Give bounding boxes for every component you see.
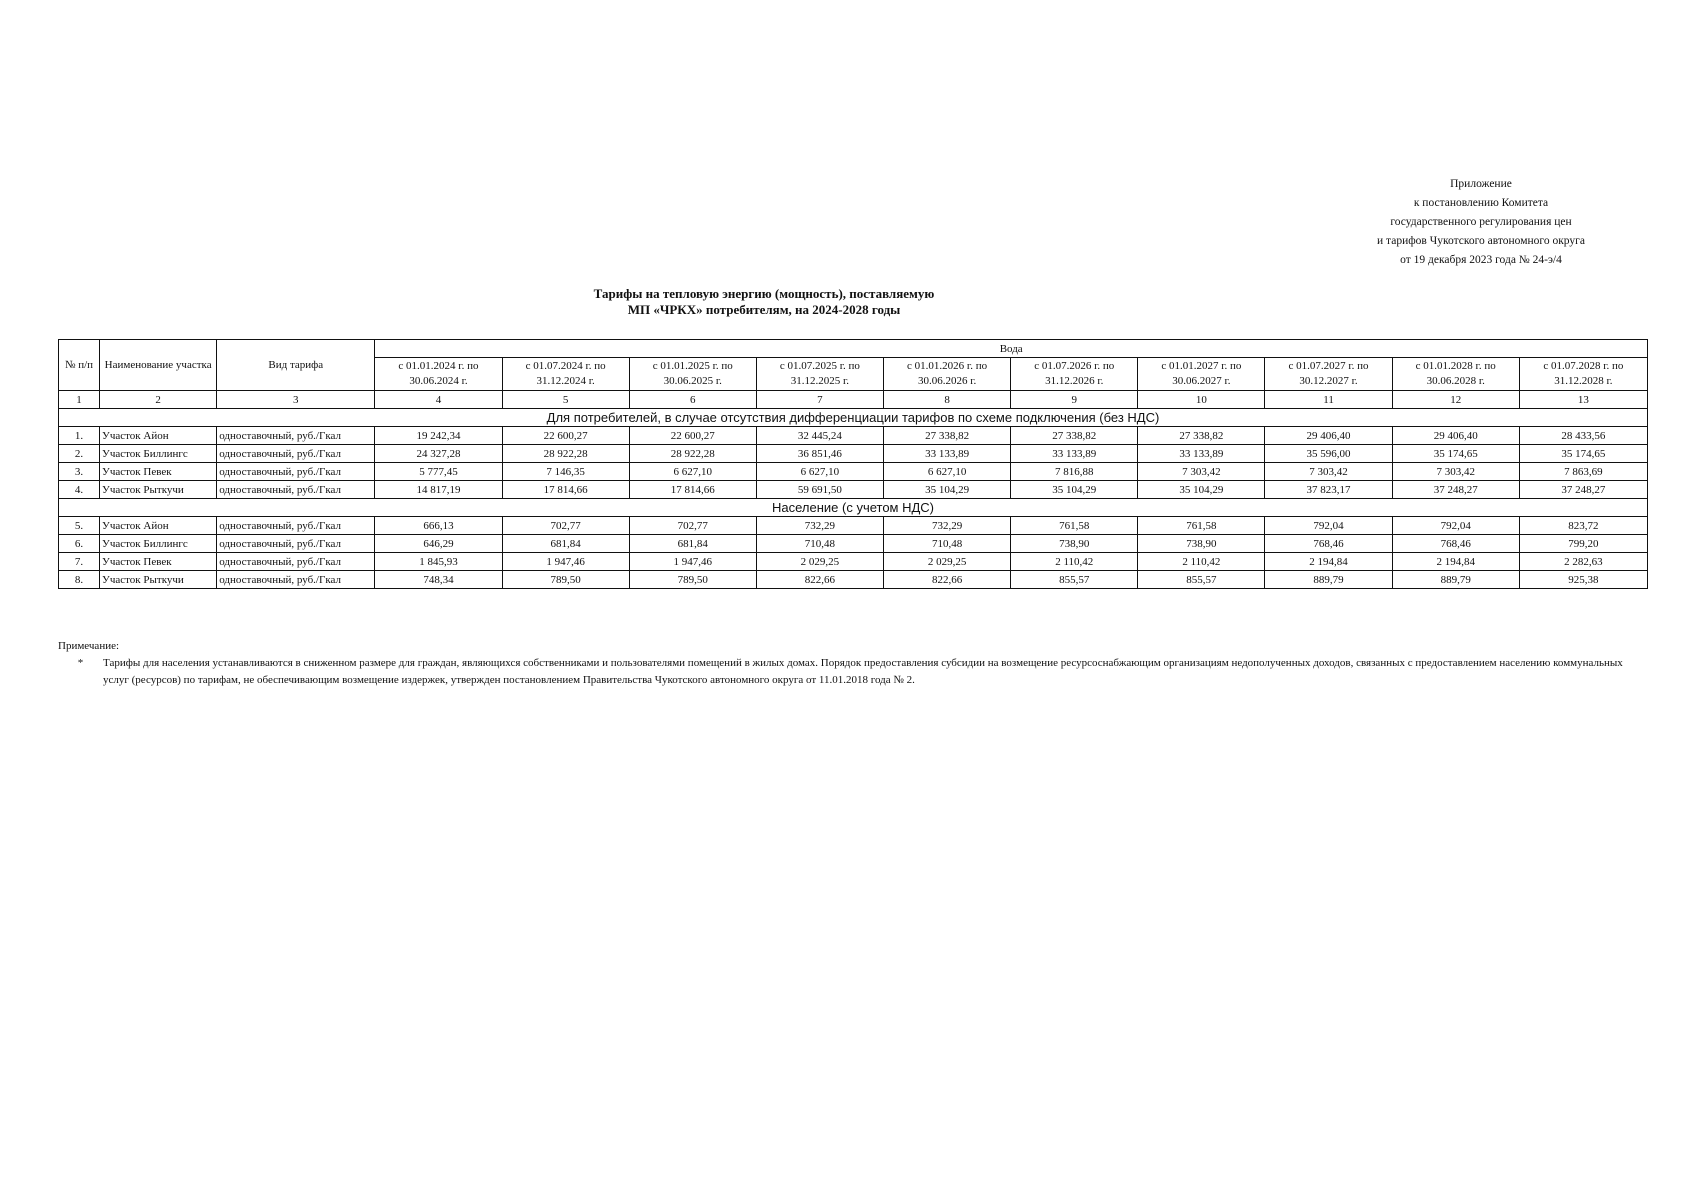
tariff-value: 7 863,69 xyxy=(1519,463,1647,481)
tariff-value: 768,46 xyxy=(1265,535,1392,553)
title-line-2: МП «ЧРКХ» потребителям, на 2024-2028 годы xyxy=(627,302,901,317)
tariff-value: 29 406,40 xyxy=(1265,427,1392,445)
tariff-value: 646,29 xyxy=(375,535,502,553)
header-group-water: Вода xyxy=(375,340,1648,358)
note-line xyxy=(58,655,1648,689)
tariff-value: 24 327,28 xyxy=(375,445,502,463)
tariff-value: 761,58 xyxy=(1011,517,1138,535)
tariff-type: одноставочный, руб./Гкал xyxy=(217,427,375,445)
col-number: 6 xyxy=(629,391,756,409)
col-number: 13 xyxy=(1519,391,1647,409)
tariff-type: одноставочный, руб./Гкал xyxy=(217,553,375,571)
tariff-value: 27 338,82 xyxy=(884,427,1011,445)
header-period: с 01.01.2026 г. по 30.06.2026 г. xyxy=(884,358,1011,391)
document-title xyxy=(0,286,1698,318)
tariff-type: одноставочный, руб./Гкал xyxy=(217,535,375,553)
table-row xyxy=(59,535,1648,553)
tariff-value: 1 845,93 xyxy=(375,553,502,571)
tariff-value: 710,48 xyxy=(756,535,883,553)
tariff-value: 37 248,27 xyxy=(1519,481,1647,499)
col-number: 3 xyxy=(217,391,375,409)
tariff-value: 2 110,42 xyxy=(1011,553,1138,571)
tariff-value: 702,77 xyxy=(502,517,629,535)
row-number: 6. xyxy=(59,535,100,553)
tariff-value: 28 922,28 xyxy=(629,445,756,463)
tariff-value: 19 242,34 xyxy=(375,427,502,445)
tariff-value: 761,58 xyxy=(1138,517,1265,535)
row-number: 7. xyxy=(59,553,100,571)
tariff-value: 2 029,25 xyxy=(884,553,1011,571)
title-line-1: Тарифы на тепловую энергию (мощность), поставляемую xyxy=(593,286,935,301)
tariff-value: 6 627,10 xyxy=(756,463,883,481)
section-title: Для потребителей, в случае отсутствия дифференциации тарифов по схеме подключения (без НДС) xyxy=(59,409,1648,427)
tariff-value: 855,57 xyxy=(1138,571,1265,589)
site-name: Участок Рыткучи xyxy=(100,571,217,589)
site-name: Участок Биллингс xyxy=(100,535,217,553)
tariff-value: 710,48 xyxy=(884,535,1011,553)
tariff-value: 666,13 xyxy=(375,517,502,535)
tariff-value: 1 947,46 xyxy=(629,553,756,571)
notes-block xyxy=(58,638,1648,689)
table-body xyxy=(59,409,1648,589)
tariff-value: 702,77 xyxy=(629,517,756,535)
tariff-value: 32 445,24 xyxy=(756,427,883,445)
section-row xyxy=(59,409,1648,427)
tariff-value: 7 303,42 xyxy=(1392,463,1519,481)
tariff-value: 36 851,46 xyxy=(756,445,883,463)
note-text: Тарифы для населения устанавливаются в сниженном размере для граждан, являющихся собственниками и пользователями помещений в жилых домах. Порядок предоставления субсидии на возмещение ресурсоснабжающим организациям недополученных доходов, связанных с предоставлением населению коммунальных услуг (ресурсов) по тарифам, не обеспечивающим возмещение издержек, утвержден постановлением Правительства Чукотского автономного округа от 11.01.2018 года № 2. xyxy=(103,657,1623,686)
tariff-value: 2 194,84 xyxy=(1392,553,1519,571)
site-name: Участок Певек xyxy=(100,553,217,571)
table-row xyxy=(59,571,1648,589)
tariff-value: 7 146,35 xyxy=(502,463,629,481)
note-label: Примечание: xyxy=(58,640,120,652)
tariff-value: 732,29 xyxy=(756,517,883,535)
tariff-value: 37 823,17 xyxy=(1265,481,1392,499)
col-number: 8 xyxy=(884,391,1011,409)
tariff-table xyxy=(58,339,1648,589)
col-number: 11 xyxy=(1265,391,1392,409)
tariff-value: 792,04 xyxy=(1265,517,1392,535)
tariff-value: 59 691,50 xyxy=(756,481,883,499)
col-number: 4 xyxy=(375,391,502,409)
table-row xyxy=(59,463,1648,481)
tariff-value: 738,90 xyxy=(1011,535,1138,553)
table-row xyxy=(59,517,1648,535)
tariff-value: 37 248,27 xyxy=(1392,481,1519,499)
tariff-value: 22 600,27 xyxy=(502,427,629,445)
tariff-value: 28 433,56 xyxy=(1519,427,1647,445)
tariff-value: 2 282,63 xyxy=(1519,553,1647,571)
header-type: Вид тарифа xyxy=(217,340,375,391)
tariff-value: 732,29 xyxy=(884,517,1011,535)
appendix-line: государственного регулирования цен xyxy=(1390,216,1572,228)
header-period: с 01.01.2025 г. по 30.06.2025 г. xyxy=(629,358,756,391)
tariff-value: 925,38 xyxy=(1519,571,1647,589)
header-num: № п/п xyxy=(59,340,100,391)
tariff-type: одноставочный, руб./Гкал xyxy=(217,463,375,481)
table-row xyxy=(59,445,1648,463)
col-number: 12 xyxy=(1392,391,1519,409)
table-row xyxy=(59,481,1648,499)
col-number: 10 xyxy=(1138,391,1265,409)
tariff-value: 35 104,29 xyxy=(884,481,1011,499)
tariff-value: 889,79 xyxy=(1265,571,1392,589)
tariff-value: 2 029,25 xyxy=(756,553,883,571)
tariff-value: 22 600,27 xyxy=(629,427,756,445)
site-name: Участок Айон xyxy=(100,517,217,535)
site-name: Участок Биллингс xyxy=(100,445,217,463)
tariff-value: 681,84 xyxy=(629,535,756,553)
tariff-value: 33 133,89 xyxy=(1011,445,1138,463)
tariff-value: 822,66 xyxy=(884,571,1011,589)
tariff-value: 7 303,42 xyxy=(1138,463,1265,481)
tariff-value: 7 816,88 xyxy=(1011,463,1138,481)
tariff-type: одноставочный, руб./Гкал xyxy=(217,481,375,499)
tariff-value: 27 338,82 xyxy=(1138,427,1265,445)
col-number: 9 xyxy=(1011,391,1138,409)
tariff-value: 28 922,28 xyxy=(502,445,629,463)
header-name: Наименование участка xyxy=(100,340,217,391)
tariff-value: 27 338,82 xyxy=(1011,427,1138,445)
tariff-value: 17 814,66 xyxy=(502,481,629,499)
site-name: Участок Рыткучи xyxy=(100,481,217,499)
tariff-type: одноставочный, руб./Гкал xyxy=(217,445,375,463)
tariff-value: 6 627,10 xyxy=(884,463,1011,481)
appendix-line: Приложение xyxy=(1450,178,1512,190)
row-number: 8. xyxy=(59,571,100,589)
tariff-value: 35 174,65 xyxy=(1392,445,1519,463)
tariff-type: одноставочный, руб./Гкал xyxy=(217,571,375,589)
header-row-group xyxy=(59,340,1648,358)
site-name: Участок Певек xyxy=(100,463,217,481)
tariff-value: 823,72 xyxy=(1519,517,1647,535)
tariff-value: 35 596,00 xyxy=(1265,445,1392,463)
table-row xyxy=(59,553,1648,571)
note-asterisk: * xyxy=(77,657,84,669)
tariff-value: 2 194,84 xyxy=(1265,553,1392,571)
tariff-value: 792,04 xyxy=(1392,517,1519,535)
tariff-value: 855,57 xyxy=(1011,571,1138,589)
tariff-value: 738,90 xyxy=(1138,535,1265,553)
appendix-block xyxy=(1321,175,1641,270)
tariff-value: 799,20 xyxy=(1519,535,1647,553)
header-period: с 01.07.2025 г. по 31.12.2025 г. xyxy=(756,358,883,391)
tariff-type: одноставочный, руб./Гкал xyxy=(217,517,375,535)
header-period: с 01.01.2027 г. по 30.06.2027 г. xyxy=(1138,358,1265,391)
tariff-value: 14 817,19 xyxy=(375,481,502,499)
header-period: с 01.07.2024 г. по 31.12.2024 г. xyxy=(502,358,629,391)
site-name: Участок Айон xyxy=(100,427,217,445)
section-row xyxy=(59,499,1648,517)
header-period: с 01.07.2028 г. по 31.12.2028 г. xyxy=(1519,358,1647,391)
header-period: с 01.01.2024 г. по 30.06.2024 г. xyxy=(375,358,502,391)
header-row-col-numbers xyxy=(59,391,1648,409)
appendix-line: к постановлению Комитета xyxy=(1413,197,1549,209)
row-number: 1. xyxy=(59,427,100,445)
header-period: с 01.07.2026 г. по 31.12.2026 г. xyxy=(1011,358,1138,391)
tariff-value: 35 174,65 xyxy=(1519,445,1647,463)
tariff-value: 29 406,40 xyxy=(1392,427,1519,445)
row-number: 5. xyxy=(59,517,100,535)
tariff-value: 6 627,10 xyxy=(629,463,756,481)
tariff-value: 33 133,89 xyxy=(1138,445,1265,463)
table-row xyxy=(59,427,1648,445)
tariff-value: 748,34 xyxy=(375,571,502,589)
row-number: 4. xyxy=(59,481,100,499)
row-number: 3. xyxy=(59,463,100,481)
tariff-value: 681,84 xyxy=(502,535,629,553)
header-period: с 01.07.2027 г. по 30.12.2027 г. xyxy=(1265,358,1392,391)
tariff-value: 768,46 xyxy=(1392,535,1519,553)
tariff-value: 789,50 xyxy=(629,571,756,589)
section-title: Население (с учетом НДС) xyxy=(59,499,1648,517)
tariff-value: 35 104,29 xyxy=(1011,481,1138,499)
tariff-value: 1 947,46 xyxy=(502,553,629,571)
tariff-value: 17 814,66 xyxy=(629,481,756,499)
row-number: 2. xyxy=(59,445,100,463)
appendix-line: и тарифов Чукотского автономного округа xyxy=(1377,235,1585,247)
tariff-value: 5 777,45 xyxy=(375,463,502,481)
header-period: с 01.01.2028 г. по 30.06.2028 г. xyxy=(1392,358,1519,391)
tariff-value: 789,50 xyxy=(502,571,629,589)
col-number: 7 xyxy=(756,391,883,409)
tariff-value: 7 303,42 xyxy=(1265,463,1392,481)
tariff-value: 889,79 xyxy=(1392,571,1519,589)
tariff-value: 2 110,42 xyxy=(1138,553,1265,571)
appendix-line: от 19 декабря 2023 года № 24-э/4 xyxy=(1400,254,1562,266)
col-number: 2 xyxy=(100,391,217,409)
tariff-value: 35 104,29 xyxy=(1138,481,1265,499)
col-number: 5 xyxy=(502,391,629,409)
tariff-value: 33 133,89 xyxy=(884,445,1011,463)
col-number: 1 xyxy=(59,391,100,409)
tariff-value: 822,66 xyxy=(756,571,883,589)
